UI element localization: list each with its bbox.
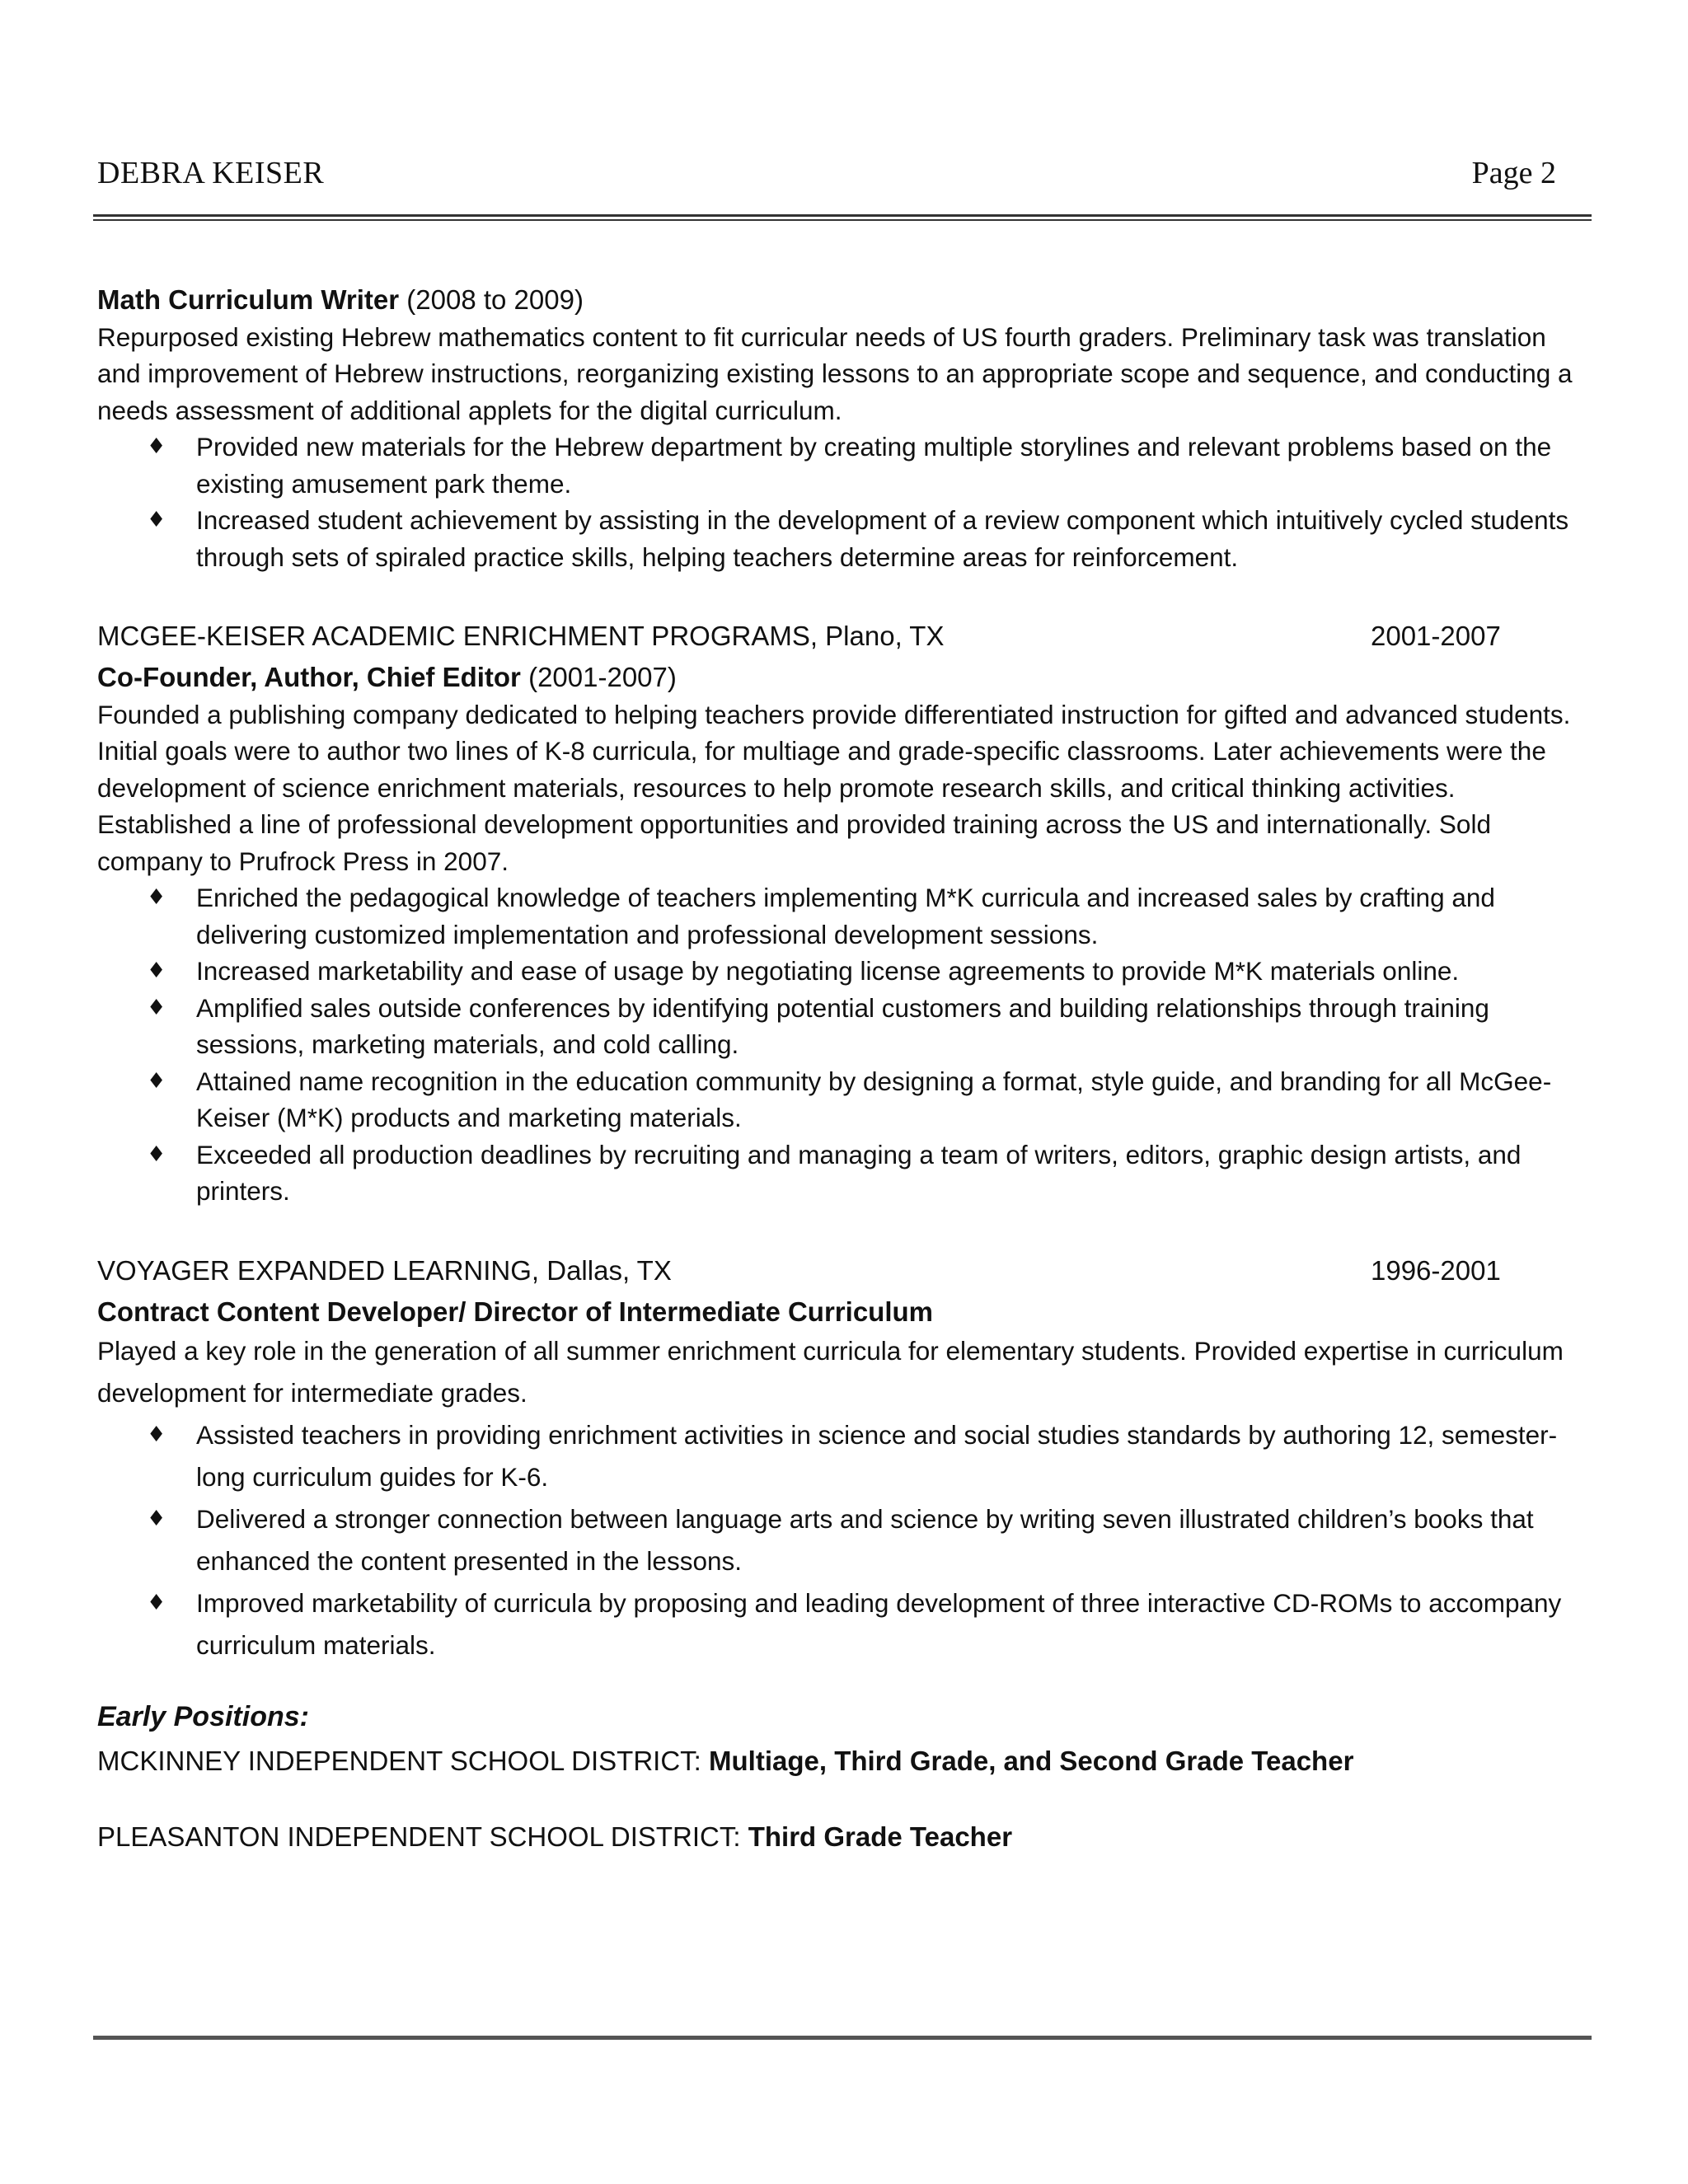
bullet-text: Exceeded all production deadlines by recruiting and managing a team of writers, editors, graphic design artists, and printers. xyxy=(196,1139,1522,1206)
early-position-line xyxy=(97,1739,1581,1783)
diamond-bullet-icon: ♦ xyxy=(147,1422,166,1447)
bullet-list xyxy=(97,1414,1581,1666)
section-early-positions xyxy=(97,1694,1581,1859)
list-item xyxy=(147,1063,1581,1137)
page-header xyxy=(97,155,1556,204)
page-number: Page 2 xyxy=(1471,156,1556,190)
footer-rule xyxy=(93,2036,1592,2040)
early-position-org: PLEASANTON INDEPENDENT SCHOOL DISTRICT: xyxy=(97,1821,748,1852)
job-summary: Played a key role in the generation of all summer enrichment curricula for elementary students. Provided expertise in curriculum development for intermediate grades. xyxy=(97,1336,1564,1408)
list-item xyxy=(147,429,1581,502)
resume-body xyxy=(97,282,1581,1859)
diamond-bullet-icon: ♦ xyxy=(147,1068,166,1094)
diamond-bullet-icon: ♦ xyxy=(147,1507,166,1531)
section-math-writer xyxy=(97,282,1581,575)
header-name: DEBRA KEISER xyxy=(97,156,325,190)
org-line xyxy=(97,1248,1581,1294)
bullet-text: Increased student achievement by assisting in the development of a review component which intuitively cycled students through sets of spiraled practice skills, helping teachers determine areas for reinforcement. xyxy=(196,505,1569,572)
job-title xyxy=(97,282,1581,319)
org-line xyxy=(97,613,1581,659)
bullet-text: Provided new materials for the Hebrew department by creating multiple storylines and relevant problems based on the existing amusement park theme. xyxy=(196,432,1552,499)
list-item xyxy=(147,879,1581,953)
org-name: VOYAGER EXPANDED LEARNING, Dallas, TX xyxy=(97,1254,672,1286)
job-dates: (2008 to 2009) xyxy=(406,284,584,315)
section-voyager xyxy=(97,1248,1581,1667)
bullet-text: Assisted teachers in providing enrichment activities in science and social studies standards by authoring 12, semester-long curriculum guides for K-6. xyxy=(196,1420,1558,1492)
diamond-bullet-icon: ♦ xyxy=(147,1591,166,1615)
bullet-text: Attained name recognition in the education community by designing a format, style guide, and branding for all McGee-Keiser (M*K) products and marketing materials. xyxy=(196,1066,1552,1132)
list-item xyxy=(147,953,1581,990)
diamond-bullet-icon: ♦ xyxy=(147,508,166,532)
job-title-text: Co-Founder, Author, Chief Editor xyxy=(97,662,521,692)
section-mcgee-keiser xyxy=(97,613,1581,1210)
bullet-list xyxy=(97,879,1581,1210)
diamond-bullet-icon: ♦ xyxy=(147,958,166,983)
list-item xyxy=(147,1498,1581,1582)
job-summary: Repurposed existing Hebrew mathematics content to fit curricular needs of US fourth graders. Preliminary task was translation and improvement of Hebrew instructions, reorganizing existing lessons to an appropriate scope and sequence, and conducting a needs assessment of additional applets for the digital curriculum. xyxy=(97,321,1573,425)
header-rule-secondary xyxy=(93,219,1592,221)
job-title xyxy=(97,659,1581,696)
org-date-range: 1996-2001 xyxy=(1371,1254,1501,1286)
job-title: Contract Content Developer/ Director of Intermediate Curriculum xyxy=(97,1296,933,1327)
list-item xyxy=(147,1137,1581,1210)
bullet-text: Improved marketability of curricula by proposing and leading development of three interactive CD-ROMs to accompany curriculum materials. xyxy=(196,1588,1562,1660)
bullet-text: Increased marketability and ease of usage by negotiating license agreements to provide M*K materials online. xyxy=(196,956,1460,986)
list-item xyxy=(147,502,1581,575)
bullet-text: Delivered a stronger connection between language arts and science by writing seven illustrated children’s books that enhanced the content presented in the lessons. xyxy=(196,1504,1534,1576)
early-positions-heading: Early Positions: xyxy=(97,1701,309,1732)
bullet-list xyxy=(97,429,1581,575)
job-dates: (2001-2007) xyxy=(528,662,677,692)
diamond-bullet-icon: ♦ xyxy=(147,1141,166,1167)
diamond-bullet-icon: ♦ xyxy=(147,995,166,1020)
job-title-text: Math Curriculum Writer xyxy=(97,284,400,315)
list-item xyxy=(147,1582,1581,1666)
early-position-org: MCKINNEY INDEPENDENT SCHOOL DISTRICT: xyxy=(97,1746,710,1776)
early-position-line xyxy=(97,1815,1581,1859)
roomy-block xyxy=(97,1330,1581,1666)
list-item xyxy=(147,1414,1581,1498)
diamond-bullet-icon: ♦ xyxy=(147,885,166,910)
org-date-range: 2001-2007 xyxy=(1371,621,1501,651)
early-position-role: Third Grade Teacher xyxy=(748,1821,1013,1852)
early-position-role: Multiage, Third Grade, and Second Grade Teacher xyxy=(709,1746,1354,1776)
list-item xyxy=(147,990,1581,1063)
org-name: MCGEE-KEISER ACADEMIC ENRICHMENT PROGRAMS, Plano, TX xyxy=(97,621,945,651)
bullet-text: Enriched the pedagogical knowledge of teachers implementing M*K curricula and increased sales by crafting and delivering customized implementation and professional development sessions. xyxy=(196,883,1495,949)
header-rule xyxy=(93,214,1592,217)
diamond-bullet-icon: ♦ xyxy=(147,434,166,459)
bullet-text: Amplified sales outside conferences by identifying potential customers and building relationships through training sessions, marketing materials, and cold calling. xyxy=(196,992,1489,1059)
job-summary: Founded a publishing company dedicated to helping teachers provide differentiated instruction for gifted and advanced students. Initial goals were to author two lines of K-8 curricula, for multiage and grade-specific classrooms. Later achievements were the development of science enrichment materials, resources to help promote research skills, and critical thinking activities. Established a line of professional development opportunities and provided training across the US and internationally. Sold company to Prufrock Press in 2007. xyxy=(97,699,1571,876)
